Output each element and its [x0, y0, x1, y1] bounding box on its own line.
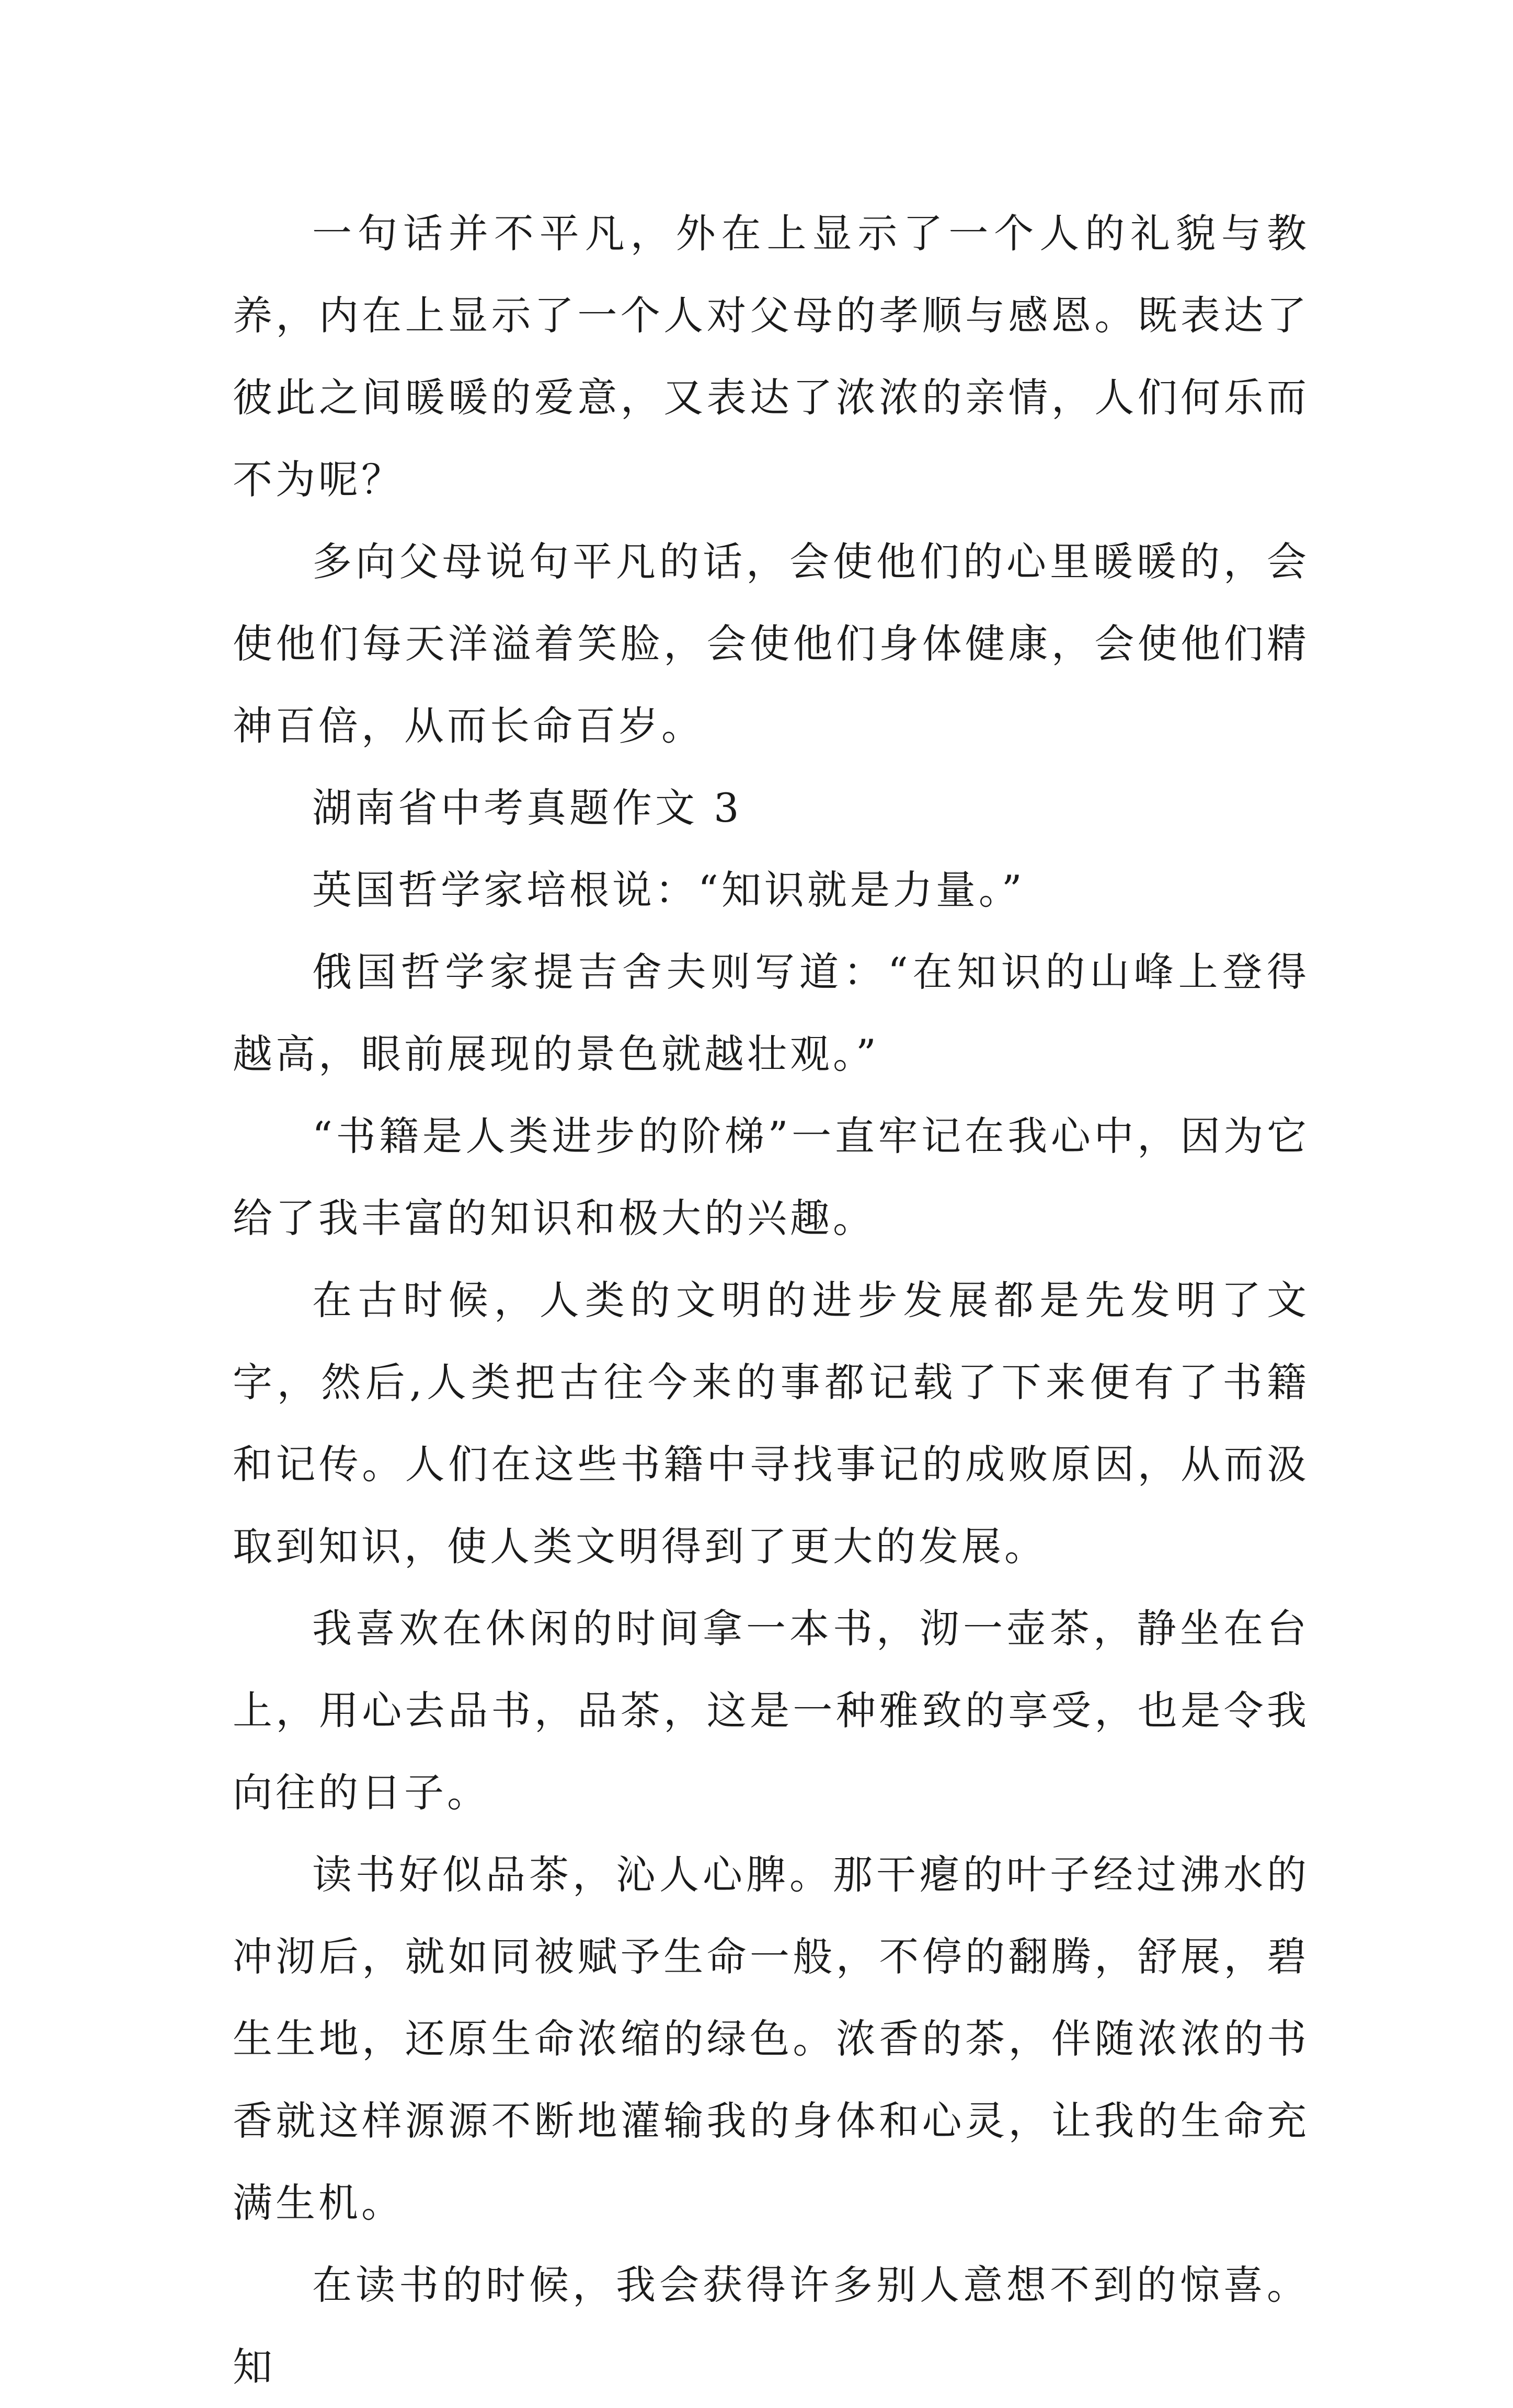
paragraph: 在读书的时候，我会获得许多别人意想不到的惊喜。知	[233, 2262, 1310, 2390]
paragraph: 我喜欢在休闲的时间拿一本书，沏一壶茶，静坐在台上，用心去品书，品茶，这是一种雅致的享受，也是令我向往的日子。	[233, 1605, 1310, 1816]
paragraph: 一句话并不平凡，外在上显示了一个人的礼貌与教养，内在上显示了一个人对父母的孝顺与感恩。既表达了彼此之间暖暖的爱意，又表达了浓浓的亲情，人们何乐而不为呢？	[233, 210, 1310, 503]
paragraph: 在古时候，人类的文明的进步发展都是先发明了文字，然后,人类把古往今来的事都记载了下来便有了书籍和记传。人们在这些书籍中寻找事记的成败原因，从而汲取到知识，使人类文明得到了更大的发展。	[233, 1277, 1310, 1570]
essay-body	[233, 192, 1310, 2408]
paragraph: 英国哲学家培根说：“知识就是力量。”	[312, 867, 1025, 913]
paragraph: 多向父母说句平凡的话，会使他们的心里暖暖的，会使他们每天洋溢着笑脸，会使他们身体健康，会使他们精神百倍，从而长命百岁。	[233, 538, 1310, 749]
paragraph: 俄国哲学家提吉舍夫则写道：“在知识的山峰上登得越高，眼前展现的景色就越壮观。”	[233, 949, 1310, 1077]
paragraph: 读书好似品茶，沁人心脾。那干瘪的叶子经过沸水的冲沏后，就如同被赋予生命一般，不停的翻腾，舒展，碧生生地，还原生命浓缩的绿色。浓香的茶，伴随浓浓的书香就这样源源不断地灌输我的身体和心灵，让我的生命充满生机。	[233, 1851, 1310, 2226]
paragraph: “书籍是人类进步的阶梯”一直牢记在我心中，因为它给了我丰富的知识和极大的兴趣。	[233, 1113, 1310, 1241]
essay-title: 湖南省中考真题作文 3	[312, 785, 742, 831]
